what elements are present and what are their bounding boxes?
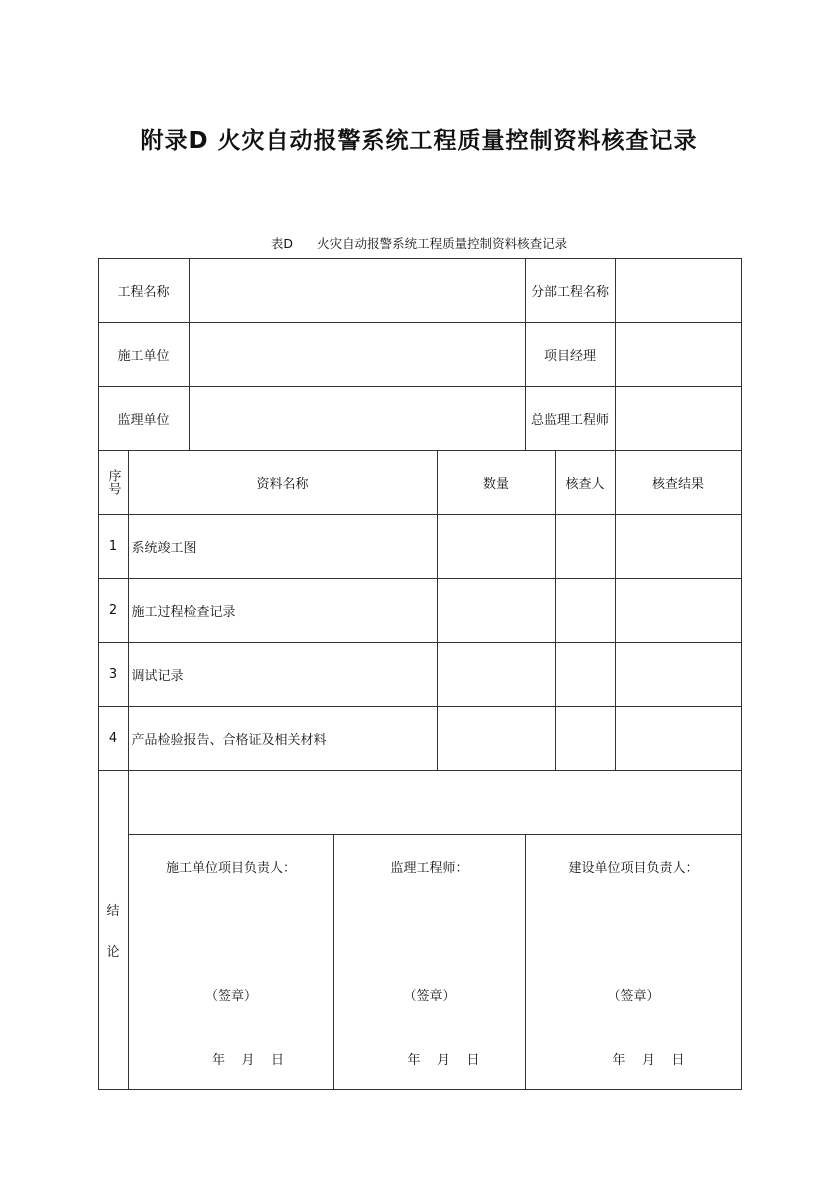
row-qty[interactable] (437, 514, 556, 579)
row-qty[interactable] (437, 578, 556, 643)
row-no: 3 (98, 642, 129, 707)
field-project-manager[interactable] (615, 322, 742, 387)
field-construction-unit[interactable] (189, 322, 526, 387)
field-sub-project-name[interactable] (615, 258, 742, 323)
table-code: 表D (270, 236, 294, 251)
row-no: 1 (98, 514, 129, 579)
row-checker[interactable] (555, 578, 616, 643)
label-supervision-unit: 监理单位 (98, 386, 190, 451)
header-result: 核查结果 (615, 450, 742, 515)
row-result[interactable] (615, 706, 742, 771)
label-project-name: 工程名称 (98, 258, 190, 323)
row-result[interactable] (615, 514, 742, 579)
row-result[interactable] (615, 642, 742, 707)
row-name: 施工过程检查记录 (128, 578, 438, 643)
signer-role: 建设单位项目负责人： (568, 861, 699, 876)
signer-date: 年 月 日 (211, 1053, 285, 1068)
row-checker[interactable] (555, 514, 616, 579)
conclusion-label-1: 结 (106, 903, 120, 919)
row-no: 4 (98, 706, 129, 771)
row-qty[interactable] (437, 642, 556, 707)
conclusion-field[interactable] (128, 770, 742, 835)
header-name: 资料名称 (128, 450, 438, 515)
field-chief-engineer[interactable] (615, 386, 742, 451)
signer-role: 监理工程师： (390, 861, 469, 876)
row-checker[interactable] (555, 642, 616, 707)
row-checker[interactable] (555, 706, 616, 771)
signer-role: 施工单位项目负责人： (165, 861, 296, 876)
conclusion-label (98, 770, 129, 1090)
row-qty[interactable] (437, 706, 556, 771)
label-chief-engineer: 总监理工程师 (525, 386, 616, 451)
row-result[interactable] (615, 578, 742, 643)
row-no: 2 (98, 578, 129, 643)
field-supervision-unit[interactable] (189, 386, 526, 451)
header-checker: 核查人 (555, 450, 616, 515)
label-sub-project-name: 分部工程名称 (525, 258, 616, 323)
page-title: 附录D 火灾自动报警系统工程质量控制资料核查记录 (140, 128, 698, 154)
signer-date: 年 月 日 (612, 1053, 685, 1068)
row-name: 系统竣工图 (128, 514, 438, 579)
header-qty: 数量 (437, 450, 556, 515)
row-name: 产品检验报告、合格证及相关材料 (128, 706, 438, 771)
header-seq: 序号 (98, 450, 129, 515)
signer-seal: （签章） (403, 989, 456, 1004)
signer-seal: （签章） (607, 989, 660, 1004)
table-caption-text: 火灾自动报警系统工程质量控制资料核查记录 (317, 236, 568, 251)
table-caption (0, 234, 838, 252)
signer-seal: （签章） (204, 989, 257, 1004)
label-project-manager: 项目经理 (525, 322, 616, 387)
row-name: 调试记录 (128, 642, 438, 707)
signer-date: 年 月 日 (407, 1053, 480, 1068)
field-project-name[interactable] (189, 258, 526, 323)
label-construction-unit: 施工单位 (98, 322, 190, 387)
conclusion-label-2: 论 (106, 944, 120, 960)
